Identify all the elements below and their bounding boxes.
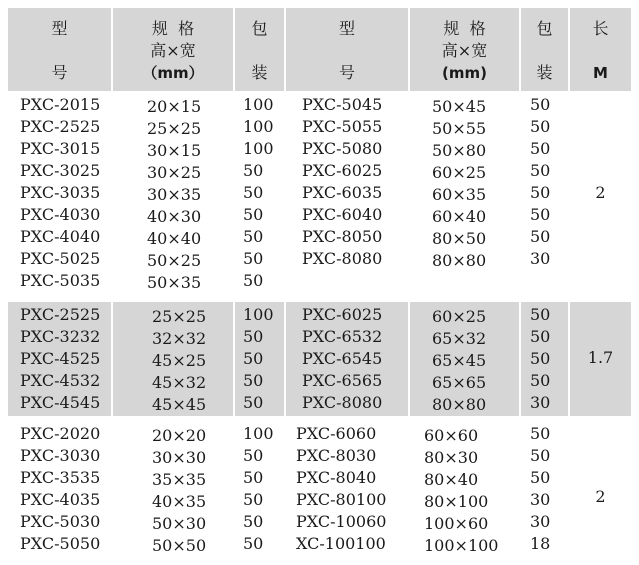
group-3-right-size-cell: 100×100 (424, 536, 499, 555)
group-1-left-size-cell: 25×25 (147, 119, 202, 138)
group-1-left-pack-cell: 50 (243, 183, 264, 202)
group-2-right-sizes (432, 306, 486, 416)
group-1-right-size-cell: 80×50 (432, 229, 487, 248)
group-2-right-pack-cell: 50 (530, 305, 551, 324)
group-1-right-pack-cell: 50 (530, 161, 551, 180)
group-3-left-size-cell: 50×30 (152, 514, 207, 533)
group-2-left-size-cell: 45×32 (152, 373, 207, 392)
group-1-left-model-cell: PXC-2015 (20, 95, 101, 114)
header-pack2-top: 包 (536, 19, 553, 38)
group-1-right-size-cell: 80×80 (432, 251, 487, 270)
header-pack2-bottom: 装 (536, 63, 553, 82)
group-3-left-size-cell: 35×35 (152, 470, 207, 489)
group-3-left-pack-cell: 50 (243, 534, 264, 553)
group-1-right-size-cell: 50×55 (432, 119, 487, 138)
group-2-right-model-cell: PXC-8080 (302, 393, 383, 412)
group-1-left-size-cell: 50×25 (147, 251, 202, 270)
group-3-right-size-cell: 100×60 (424, 514, 489, 533)
group-1-right-size-cell: 50×80 (432, 141, 487, 160)
group-1-left-models (20, 94, 100, 292)
group-2-right-pack-cell: 30 (530, 393, 551, 412)
group-3-left-pack-cell: 50 (243, 490, 264, 509)
group-3-left-model-cell: PXC-5030 (20, 512, 101, 531)
group-2-right-size-cell: 60×25 (432, 307, 487, 326)
group-2-right-model-cell: PXC-6565 (302, 371, 383, 390)
row-divider (8, 416, 631, 418)
group-2-length: 1.7 (587, 348, 614, 367)
group-2-right-packs (530, 304, 550, 414)
group-3-length: 2 (595, 487, 606, 506)
group-1-left-pack-cell: 50 (243, 227, 264, 246)
group-1-left-model-cell: PXC-4030 (20, 205, 101, 224)
group-1-right-model-cell: PXC-5045 (302, 95, 383, 114)
group-1-right-size-cell: 50×45 (432, 97, 487, 116)
group-1-right-pack-cell: 50 (530, 227, 551, 246)
group-1-left-size-cell: 40×40 (147, 229, 202, 248)
group-3-left-model-cell: PXC-3535 (20, 468, 101, 487)
group-1-left-size-cell: 40×30 (147, 207, 202, 226)
group-1-left-pack-cell: 100 (243, 117, 274, 136)
group-1-left-packs (243, 94, 274, 292)
header-spec-mid: 高×宽 (150, 41, 196, 60)
group-1-right-models (302, 94, 382, 270)
group-3-left-sizes (152, 425, 206, 557)
group-3-right-model-cell: PXC-8040 (296, 468, 377, 487)
group-3-right-models (296, 423, 386, 555)
group-1-left-model-cell: PXC-5035 (20, 271, 101, 290)
header-pack-bottom: 装 (251, 63, 268, 82)
header-spec2-mid: 高×宽 (441, 41, 488, 60)
header-model2-top: 型 (338, 19, 355, 38)
group-1-left-pack-cell: 100 (243, 95, 274, 114)
group-1-left-size-cell: 20×15 (147, 97, 202, 116)
group-2-right-size-cell: 65×32 (432, 329, 487, 348)
group-2-right-size-cell: 65×45 (432, 351, 487, 370)
group-1-left-pack-cell: 50 (243, 161, 264, 180)
group-2-right-models (302, 304, 382, 414)
group-3-left-models (20, 423, 100, 555)
group-2-left-sizes (152, 306, 206, 416)
group-3-right-pack-cell: 50 (530, 446, 551, 465)
group-1-left-pack-cell: 50 (243, 271, 264, 290)
group-3-right-size-cell: 60×60 (424, 426, 479, 445)
group-1-right-model-cell: PXC-6035 (302, 183, 383, 202)
group-3-right-model-cell: PXC-80100 (296, 490, 387, 509)
group-3-left-size-cell: 40×35 (152, 492, 207, 511)
group-1-left-size-cell: 50×35 (147, 273, 202, 292)
group-3-left-pack-cell: 50 (243, 468, 264, 487)
group-3-left-pack-cell: 100 (243, 424, 274, 443)
group-1-right-model-cell: PXC-8050 (302, 227, 383, 246)
group-1-right-sizes (432, 96, 486, 272)
group-3-right-sizes (424, 425, 498, 557)
group-2-left-model-cell: PXC-4532 (20, 371, 101, 390)
group-2-right-pack-cell: 50 (530, 327, 551, 346)
group-2-left-pack-cell: 50 (243, 393, 264, 412)
group-2-left-packs (243, 304, 274, 414)
group-3-left-model-cell: PXC-2020 (20, 424, 101, 443)
group-2-left-model-cell: PXC-2525 (20, 305, 101, 324)
group-1-left-model-cell: PXC-2525 (20, 117, 101, 136)
header-model-top: 型 (51, 19, 68, 38)
group-1-left-model-cell: PXC-5025 (20, 249, 101, 268)
header-length-top: 长 (592, 19, 609, 38)
group-2-right-pack-cell: 50 (530, 349, 551, 368)
group-1-left-pack-cell: 50 (243, 249, 264, 268)
group-2-right-model-cell: PXC-6532 (302, 327, 383, 346)
group-1-right-model-cell: PXC-6040 (302, 205, 383, 224)
group-3-right-model-cell: PXC-8030 (296, 446, 377, 465)
group-3-right-size-cell: 80×100 (424, 492, 489, 511)
header-length-unit: M (593, 64, 608, 82)
group-2-left-size-cell: 32×32 (152, 329, 207, 348)
group-2-left-size-cell: 45×25 (152, 351, 207, 370)
group-1-right-pack-cell: 50 (530, 95, 551, 114)
group-1-left-pack-cell: 100 (243, 139, 274, 158)
group-2-left-size-cell: 45×45 (152, 395, 207, 414)
group-3-left-model-cell: PXC-5050 (20, 534, 101, 553)
group-2-right-model-cell: PXC-6025 (302, 305, 383, 324)
header-spec-unit: （mm） (142, 64, 204, 82)
group-1-length: 2 (595, 183, 606, 202)
group-3-right-pack-cell: 30 (530, 490, 551, 509)
group-3-right-pack-cell: 30 (530, 512, 551, 531)
header-model2-bottom: 号 (338, 63, 355, 82)
group-1-left-pack-cell: 50 (243, 205, 264, 224)
header-model-bottom: 号 (51, 63, 68, 82)
header-pack-top: 包 (251, 19, 268, 38)
group-3-left-size-cell: 30×30 (152, 448, 207, 467)
group-1-left-size-cell: 30×35 (147, 185, 202, 204)
header-spec2-unit: (mm) (442, 64, 487, 82)
row-divider (8, 91, 631, 93)
group-1-left-size-cell: 30×25 (147, 163, 202, 182)
group-2-left-model-cell: PXC-4545 (20, 393, 101, 412)
group-2-right-size-cell: 65×65 (432, 373, 487, 392)
group-1-right-size-cell: 60×40 (432, 207, 487, 226)
group-1-left-model-cell: PXC-4040 (20, 227, 101, 246)
group-1-left-model-cell: PXC-3025 (20, 161, 101, 180)
group-3-left-model-cell: PXC-3030 (20, 446, 101, 465)
group-2-right-size-cell: 80×80 (432, 395, 487, 414)
group-1-left-size-cell: 30×15 (147, 141, 202, 160)
group-2-left-model-cell: PXC-4525 (20, 349, 101, 368)
group-1-right-pack-cell: 30 (530, 249, 551, 268)
row-divider (8, 300, 631, 302)
group-3-right-model-cell: PXC-6060 (296, 424, 377, 443)
group-1-left-model-cell: PXC-3035 (20, 183, 101, 202)
group-3-right-size-cell: 80×30 (424, 448, 479, 467)
group-1-left-model-cell: PXC-3015 (20, 139, 101, 158)
group-1-right-model-cell: PXC-5080 (302, 139, 383, 158)
group-2-left-models (20, 304, 100, 414)
group-1-right-model-cell: PXC-5055 (302, 117, 383, 136)
group-1-right-pack-cell: 50 (530, 117, 551, 136)
group-3-left-pack-cell: 50 (243, 446, 264, 465)
group-2-left-pack-cell: 50 (243, 349, 264, 368)
group-3-left-model-cell: PXC-4035 (20, 490, 101, 509)
group-2-left-model-cell: PXC-3232 (20, 327, 101, 346)
group-2-right-pack-cell: 50 (530, 371, 551, 390)
group-1-right-size-cell: 60×35 (432, 185, 487, 204)
group-1-right-packs (530, 94, 550, 270)
group-2-left-size-cell: 25×25 (152, 307, 207, 326)
group-2-left-pack-cell: 50 (243, 327, 264, 346)
header-spec-top: 规 格 (151, 19, 195, 38)
group-1-right-pack-cell: 50 (530, 139, 551, 158)
group-3-right-model-cell: PXC-10060 (296, 512, 387, 531)
group-3-left-pack-cell: 50 (243, 512, 264, 531)
group-3-right-size-cell: 80×40 (424, 470, 479, 489)
group-1-right-size-cell: 60×25 (432, 163, 487, 182)
group-3-left-size-cell: 20×20 (152, 426, 207, 445)
group-2-left-pack-cell: 100 (243, 305, 274, 324)
group-3-right-packs (530, 423, 550, 555)
group-2-right-model-cell: PXC-6545 (302, 349, 383, 368)
group-3-right-pack-cell: 50 (530, 424, 551, 443)
group-2-left-pack-cell: 50 (243, 371, 264, 390)
group-3-right-pack-cell: 50 (530, 468, 551, 487)
group-1-left-sizes (147, 96, 201, 294)
group-3-left-size-cell: 50×50 (152, 536, 207, 555)
group-1-right-model-cell: PXC-8080 (302, 249, 383, 268)
group-3-right-pack-cell: 18 (530, 534, 551, 553)
group-1-right-model-cell: PXC-6025 (302, 161, 383, 180)
header-spec2-top: 规 格 (443, 19, 486, 38)
group-3-left-packs (243, 423, 274, 555)
group-1-right-pack-cell: 50 (530, 183, 551, 202)
group-3-right-model-cell: XC-100100 (296, 534, 386, 553)
group-1-right-pack-cell: 50 (530, 205, 551, 224)
